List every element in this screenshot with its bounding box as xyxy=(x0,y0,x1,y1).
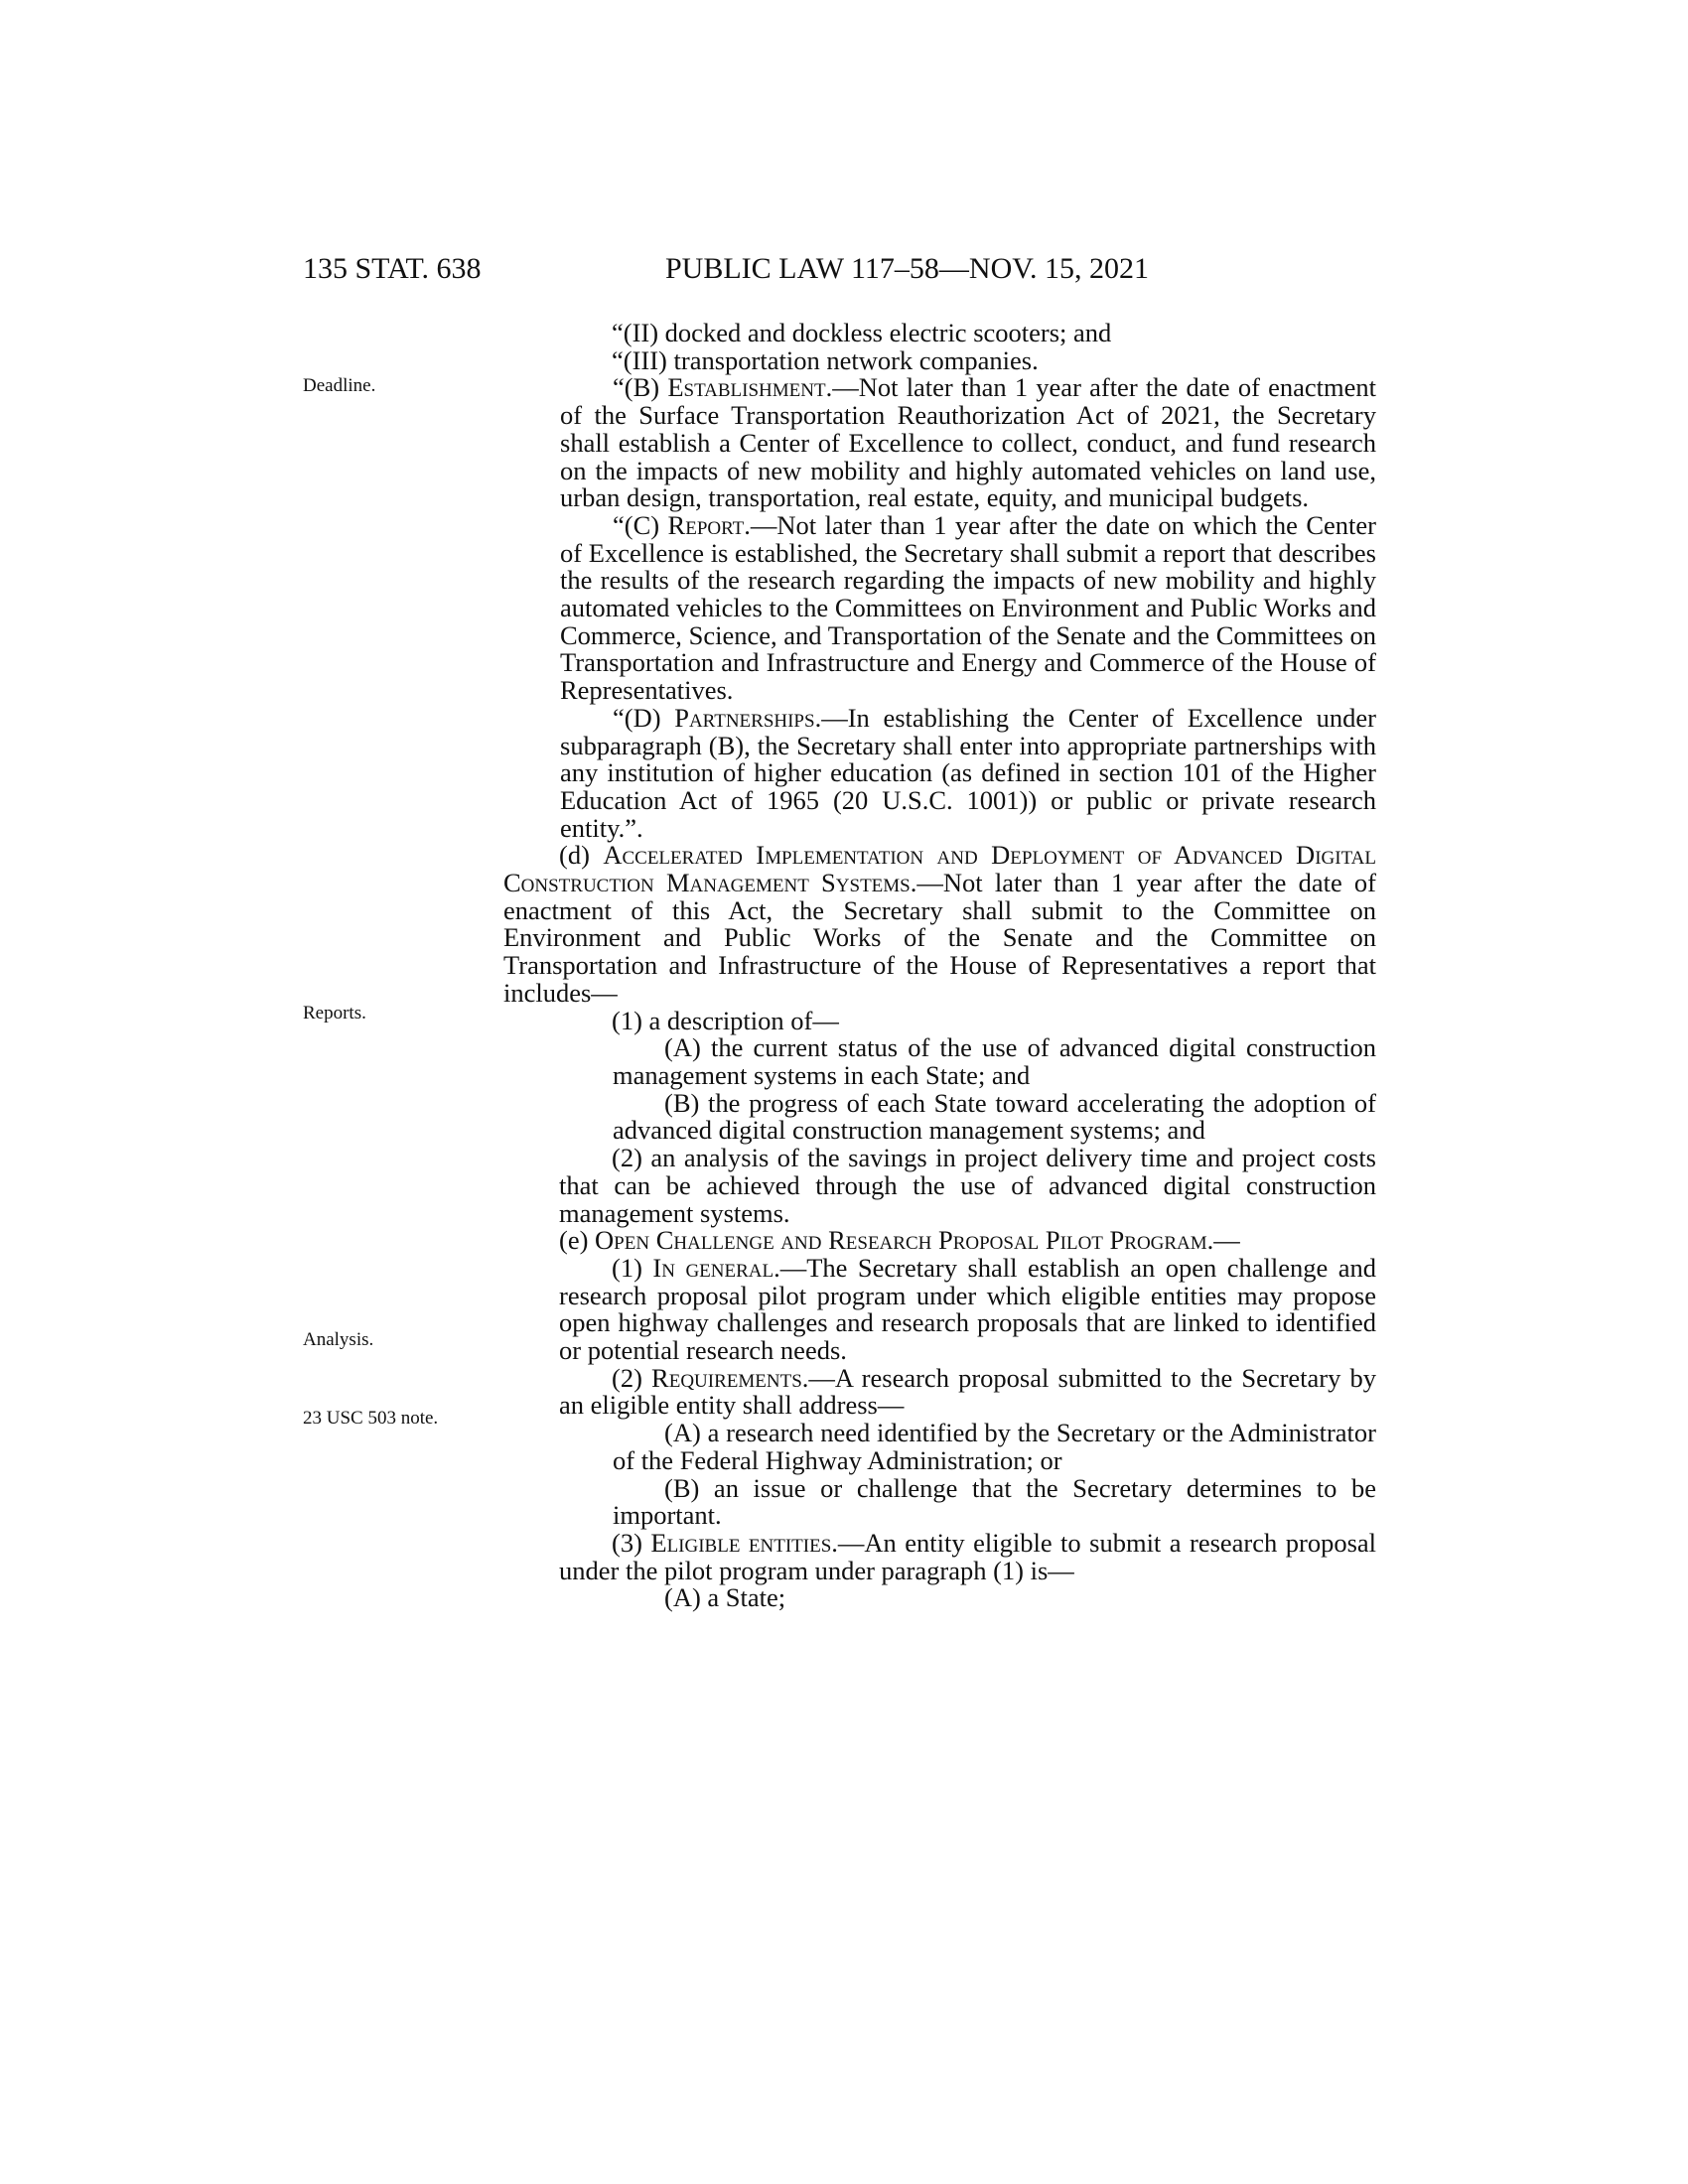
clause-ii: “(II) docked and dockless electric scooters; and xyxy=(612,318,1112,347)
running-header-title: PUBLIC LAW 117–58—NOV. 15, 2021 xyxy=(665,252,1150,285)
subparagraph-c-heading: Report xyxy=(667,509,745,540)
subparagraph-b-establishment xyxy=(560,374,1376,512)
margin-note-reports: Reports. xyxy=(303,1003,366,1024)
paragraph-e-2-a: (A) a research need identified by the Secretary or the Administrator of the Federal Highway Administration; or xyxy=(613,1418,1376,1475)
paragraph-d-1: (1) a description of— xyxy=(612,1005,839,1035)
subparagraph-b-heading: Establishment xyxy=(667,372,826,403)
paragraph-e-2 xyxy=(559,1362,1376,1421)
margin-note-analysis: Analysis. xyxy=(303,1329,374,1350)
subsection-e-heading: Open Challenge and Research Proposal Pilot Program xyxy=(595,1225,1207,1256)
clause-iii: “(III) transportation network companies. xyxy=(612,344,1039,375)
margin-note-usc: 23 USC 503 note. xyxy=(303,1408,439,1429)
subparagraph-c-text: .—Not later than 1 year after the date on which the Center of Excellence is established, the Secretary shall submit a report that describes the results of the research regarding the impacts of new mobility and highly automated vehicles to the Committees on Environment and Public Works and Commerce, Science, and Transportation of the Senate and the Committees on Transportation and Infrastructure and Energy and Commerce of the House of Representatives. xyxy=(560,509,1376,706)
paragraph-e-2-b: (B) an issue or challenge that the Secretary determines to be important. xyxy=(613,1472,1376,1531)
paragraph-e-3 xyxy=(559,1527,1377,1585)
subparagraph-d-text: .—In establishing the Center of Excellence under subparagraph (B), the Secretary shall enter into appropriate partnerships with any institution of higher education (as defined in section 101 of the Higher Education Act of 1965 (20 U.S.C. 1001)) or public or private research entity.”. xyxy=(560,702,1376,843)
paragraph-e-1-heading: In general xyxy=(652,1252,774,1283)
paragraph-e-2-heading: Requirements xyxy=(651,1362,802,1393)
paragraph-e-3-heading: Eligible entities xyxy=(650,1527,832,1558)
subsection-e xyxy=(503,1227,1376,1255)
subsection-e-text: .— xyxy=(1206,1225,1240,1256)
paragraph-e-2-text: .—A research proposal submitted to the Secretary by an eligible entity shall address— xyxy=(559,1362,1376,1421)
paragraph-e-3-text: .—An entity eligible to submit a research proposal under the pilot program under paragraph (1) is— xyxy=(559,1527,1377,1585)
subparagraph-c-report xyxy=(560,509,1376,706)
paragraph-e-3-label: (3) xyxy=(612,1527,651,1558)
subparagraph-d-partnerships xyxy=(560,702,1376,843)
margin-note-deadline: Deadline. xyxy=(303,375,376,396)
paragraph-e-2-label: (2) xyxy=(612,1362,652,1393)
subparagraph-d-label: “(D) xyxy=(613,702,675,733)
paragraph-d-2: (2) an analysis of the savings in project delivery time and project costs that can be achieved through the use of advanced digital construction management systems. xyxy=(559,1143,1376,1228)
page-stat-number: 135 STAT. 638 xyxy=(303,252,482,285)
paragraph-e-1-label: (1) xyxy=(612,1252,653,1283)
subsection-d-heading: Accelerated Implementation and Deployment of Advanced Digital Construction Management Systems xyxy=(503,840,1376,898)
subparagraph-b-label: “(B) xyxy=(613,372,668,403)
paragraph-e-3-a: (A) a State; xyxy=(664,1582,786,1613)
subsection-d-label: (d) xyxy=(559,840,604,871)
paragraph-e-1-text: .—The Secretary shall establish an open challenge and research proposal pilot program under which eligible entities may propose open highway challenges and research proposals that are linked to identified or potential research needs. xyxy=(559,1252,1377,1366)
subparagraph-b-text: .—Not later than 1 year after the date of enactment of the Surface Transportation Reauthorization Act of 2021, the Secretary shall establish a Center of Excellence to collect, conduct, and fund research on the impacts of new mobility and highly automated vehicles on land use, urban design, transportation, real estate, equity, and municipal budgets. xyxy=(560,372,1376,513)
subparagraph-d-heading: Partnerships xyxy=(674,702,815,733)
document-body xyxy=(0,320,1688,1612)
paragraph-d-1-b: (B) the progress of each State toward accelerating the adoption of advanced digital construction management systems; and xyxy=(613,1087,1376,1146)
subsection-d xyxy=(503,842,1376,1007)
subparagraph-c-label: “(C) xyxy=(613,509,668,540)
paragraph-d-1-a: (A) the current status of the use of advanced digital construction management systems in each State; and xyxy=(613,1032,1376,1090)
paragraph-e-1 xyxy=(559,1252,1377,1366)
subsection-e-label: (e) xyxy=(559,1225,596,1256)
subsection-d-text: .—Not later than 1 year after the date of enactment of this Act, the Secretary shall submit to the Committee on Environment and Public Works of the Senate and the Committee on Transportation and Infrastructure of the House of Representatives a report that includes— xyxy=(503,868,1377,1008)
